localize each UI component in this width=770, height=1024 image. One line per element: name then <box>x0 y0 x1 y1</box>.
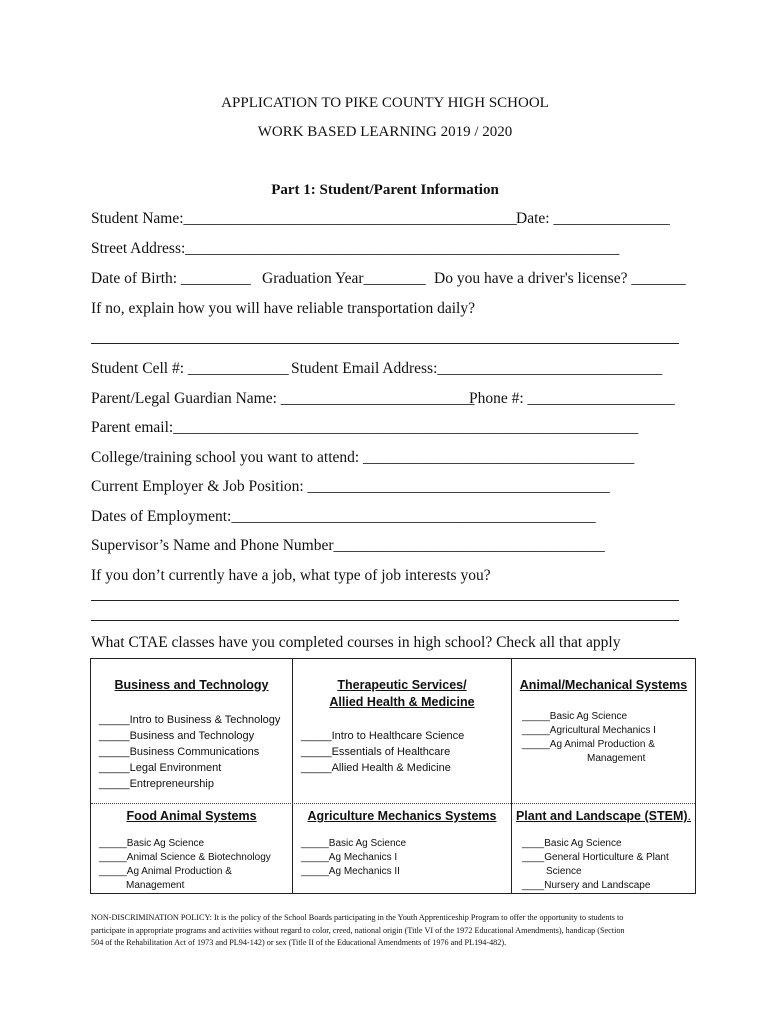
ag-mech-list <box>293 837 511 879</box>
heading-therapeutic-1: Therapeutic Services/ <box>337 678 467 692</box>
heading-plant-landscape <box>512 808 695 825</box>
checklist-item[interactable]: ____Basic Ag Science <box>522 838 622 849</box>
dates-employment-field[interactable]: Dates of Employment:_______________________________________________ <box>91 508 596 525</box>
form-title-line1: APPLICATION TO PIKE COUNTY HIGH SCHOOL <box>221 95 549 111</box>
plant-list <box>512 837 695 893</box>
checklist-item[interactable]: _____Agricultural Mechanics I <box>522 725 656 736</box>
job-interest-line-1[interactable] <box>91 600 679 601</box>
checklist-item[interactable]: _____Business Communications <box>99 746 260 758</box>
heading-business-technology: Business and Technology <box>114 678 269 692</box>
business-list <box>91 712 292 792</box>
employer-field[interactable]: Current Employer & Job Position: _______________________________________ <box>91 478 610 495</box>
guardian-name-field[interactable]: Parent/Legal Guardian Name: _________________________ <box>91 390 475 407</box>
cell-food-animal <box>91 808 292 893</box>
transport-answer-line[interactable] <box>91 343 679 344</box>
cell-ag-mechanics <box>293 808 511 879</box>
checklist-item[interactable]: _____Basic Ag Science <box>99 838 205 849</box>
checklist-item[interactable]: _____Ag Mechanics II <box>301 866 400 877</box>
checklist-item[interactable]: ____General Horticulture & Plant <box>522 852 669 863</box>
graduation-year-field[interactable]: Graduation Year________ <box>262 270 426 287</box>
animal-mech-list <box>512 710 695 766</box>
street-address-field[interactable]: Street Address:________________________________________________________ <box>91 240 620 257</box>
cell-plant-landscape <box>512 808 695 893</box>
job-interest-question: If you don’t currently have a job, what type of job interests you? <box>91 567 491 584</box>
checklist-item[interactable]: _____Ag Animal Production & <box>99 866 232 877</box>
checklist-item[interactable]: _____Basic Ag Science <box>301 838 407 849</box>
checklist-item[interactable]: _____Intro to Business & Technology <box>99 714 281 726</box>
policy-line: 504 of the Rehabilitation Act of 1973 and PL94-142) or sex (Title II of the Educational Amendments of 1976 and PL194-482). <box>91 938 507 947</box>
cell-animal-mechanical <box>512 677 695 766</box>
checklist-item-continued: Science <box>546 866 582 877</box>
drivers-license-field[interactable]: Do you have a driver's license? _______ <box>434 270 686 287</box>
checklist-item[interactable]: _____Ag Animal Production & <box>522 739 655 750</box>
student-email-field[interactable]: Student Email Address:_____________________________ <box>291 360 663 377</box>
supervisor-field[interactable]: Supervisor’s Name and Phone Number___________________________________ <box>91 537 605 554</box>
heading-plant-landscape-text: Plant and Landscape (STEM) <box>515 809 688 823</box>
parent-email-field[interactable]: Parent email:____________________________________________________________ <box>91 419 639 436</box>
phone-field[interactable]: Phone #: ___________________ <box>469 390 675 407</box>
heading-food-animal: Food Animal Systems <box>126 809 257 823</box>
part-title: Part 1: Student/Parent Information <box>271 182 499 198</box>
transport-question: If no, explain how you will have reliable transportation daily? <box>91 300 475 317</box>
checklist-item[interactable]: _____Basic Ag Science <box>522 711 628 722</box>
student-cell-field[interactable]: Student Cell #: _____________ <box>91 360 289 377</box>
heading-therapeutic-2: Allied Health & Medicine <box>329 695 475 709</box>
student-name-field[interactable]: Student Name:___________________________________________ <box>91 210 517 227</box>
checklist-item[interactable]: _____Business and Technology <box>99 730 255 742</box>
checklist-item-continued: Management <box>126 880 185 891</box>
cell-therapeutic-services <box>293 677 511 776</box>
college-field[interactable]: College/training school you want to attend: ___________________________________ <box>91 449 635 466</box>
therapeutic-list <box>293 728 511 776</box>
checklist-item[interactable]: _____Legal Environment <box>99 762 222 774</box>
checklist-item[interactable]: _____Animal Science & Biotechnology <box>99 852 271 863</box>
ctae-table <box>90 658 696 894</box>
checklist-item[interactable]: _____Entrepreneurship <box>99 778 214 790</box>
policy-line: participate in appropriate programs and activities without regard to color, creed, national origin (Title VI of the 1972 Educational Amendments), handicap (Section <box>91 925 625 935</box>
heading-animal-mechanical: Animal/Mechanical Systems <box>519 678 688 692</box>
non-discrimination-policy <box>91 912 697 950</box>
checklist-item[interactable]: _____Allied Health & Medicine <box>301 762 451 774</box>
checklist-item[interactable]: ____Nursery and Landscape <box>522 880 651 891</box>
food-animal-list <box>91 837 292 893</box>
date-of-birth-field[interactable]: Date of Birth: _________ <box>91 270 251 287</box>
policy-line: NON-DISCRIMINATION POLICY: It is the policy of the School Boards participating in the Youth Apprenticeship Program to offer the opportunity to students to <box>91 913 624 922</box>
checklist-item-continued: Management <box>587 753 646 764</box>
checklist-item[interactable]: _____Essentials of Healthcare <box>301 746 451 758</box>
cell-business-technology <box>91 677 292 792</box>
job-interest-line-2[interactable] <box>91 620 679 621</box>
checklist-item[interactable]: _____Intro to Healthcare Science <box>301 730 465 742</box>
date-field[interactable]: Date: _______________ <box>516 210 670 227</box>
row-divider <box>91 803 695 804</box>
ctae-question: What CTAE classes have you completed courses in high school? Check all that apply <box>91 634 621 651</box>
heading-suffix: . <box>687 809 692 823</box>
form-title-line2: WORK BASED LEARNING 2019 / 2020 <box>257 124 513 140</box>
heading-ag-mechanics: Agriculture Mechanics Systems <box>307 809 497 823</box>
checklist-item[interactable]: _____Ag Mechanics I <box>301 852 398 863</box>
